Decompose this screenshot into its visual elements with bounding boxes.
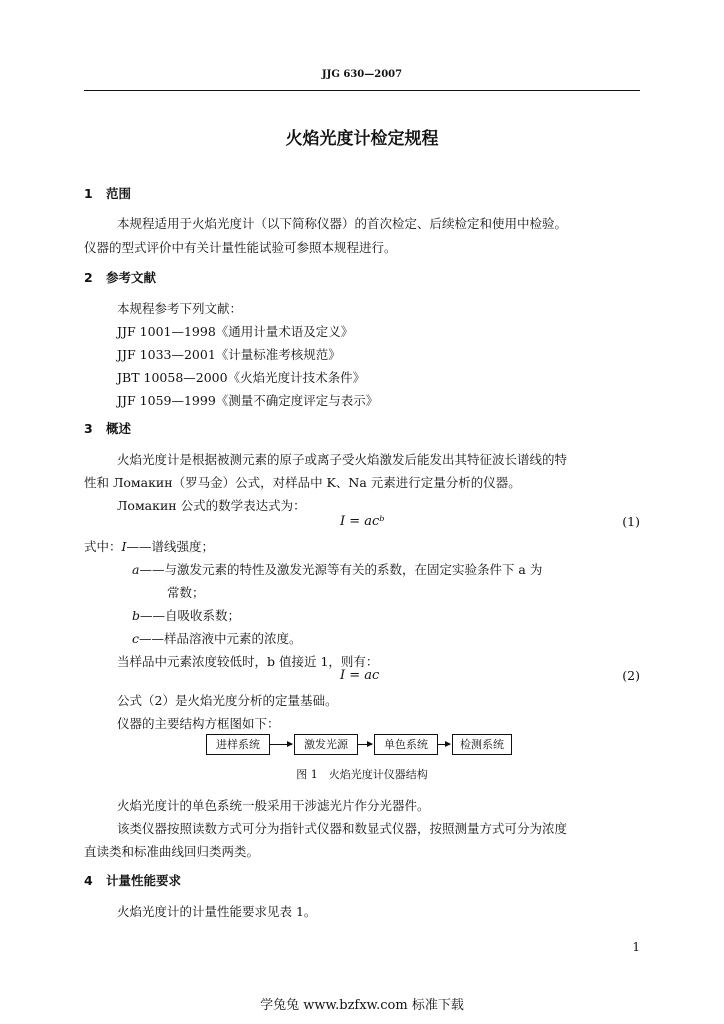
page-number: 1 [632,940,640,954]
diagram-box-excitation-source: 激发光源 [294,734,358,755]
paragraph-line: 本规程适用于火焰光度计（以下简称仪器）的首次检定、后续检定和使用中检验。 [117,216,568,231]
structure-block-diagram [206,734,512,756]
paragraph-line: 该类仪器按照读数方式可分为指针式仪器和数显式仪器，按照测量方式可分为浓度 [117,821,568,836]
paragraph-line: Ломакин 公式的数学表达式为： [117,498,306,513]
symbol: a [132,562,140,577]
equation-1: I = acᵇ [340,514,385,529]
definition-text: ——样品溶液中元素的浓度。 [139,631,302,646]
definition-line [132,629,302,647]
definition-text: 常数； [167,585,205,600]
section-number: 3 [84,421,93,436]
paragraph-line: 公式（2）是火焰光度分析的定量基础。 [117,693,338,708]
reference-item: JJF 1001—1998《通用计量术语及定义》 [117,324,354,339]
references-intro: 本规程参考下列文献： [117,301,243,316]
paragraph-line: 火焰光度计的计量性能要求见表 1。 [117,904,317,919]
section-title: 参考文献 [106,270,157,285]
paragraph-line: 性和 Ломакин（罗马金）公式，对样品中 K、Na 元素进行定量分析的仪器。 [84,475,521,490]
arrow-right-icon [438,744,450,745]
equation-1-number: (1) [622,514,640,529]
reference-item: JJF 1033—2001《计量标准考核规范》 [117,347,341,362]
figure-caption: 图 1 火焰光度计仪器结构 [296,768,428,781]
paragraph-line: 直读类和标准曲线回归类两类。 [84,844,260,859]
definition-line [167,583,205,601]
diagram-box-sample-introduction: 进样系统 [206,734,270,755]
section-number: 4 [84,873,93,888]
header-rule [84,90,640,91]
section-title: 概述 [106,421,132,436]
definition-line [84,537,214,555]
equation-2: I = ac [340,668,380,683]
section-title: 范围 [106,186,132,201]
paragraph-line: 仪器的主要结构方框图如下： [117,716,280,731]
reference-item: JJF 1059—1999《测量不确定度评定与表示》 [117,393,379,408]
section-1-heading [84,184,131,202]
diagram-box-detection-system: 检测系统 [452,734,512,755]
section-number: 2 [84,270,93,285]
arrow-right-icon [358,744,372,745]
definition-line [132,560,542,578]
section-2-heading [84,268,156,286]
paragraph-line: 仪器的型式评价中有关计量性能试验可参照本规程进行。 [84,240,397,255]
reference-item: JBT 10058—2000《火焰光度计技术条件》 [117,370,366,385]
definition-text: ——自吸收系数； [140,608,241,623]
symbol: I [121,539,127,554]
paragraph-line: 当样品中元素浓度较低时，b 值接近 1，则有： [117,654,379,669]
diagram-box-monochromator: 单色系统 [374,734,438,755]
where-prefix: 式中： [84,539,122,554]
paragraph-line: 火焰光度计是根据被测元素的原子或离子受火焰激发后能发出其特征波长谱线的特 [117,452,568,467]
footer-watermark: 学兔兔 www.bzfxw.com 标准下载 [260,998,464,1013]
arrow-right-icon [270,744,292,745]
section-3-heading [84,419,131,437]
document-title: 火焰光度计检定规程 [285,129,439,149]
definition-line [132,606,240,624]
paragraph-line: 火焰光度计的单色系统一般采用干涉滤光片作分光器件。 [117,798,430,813]
equation-2-number: (2) [622,668,640,683]
section-number: 1 [84,186,93,201]
definition-text: ——谱线强度； [126,539,214,554]
section-4-heading [84,871,181,889]
document-header-code: JJG 630—2007 [321,69,403,80]
symbol: b [132,608,141,623]
section-title: 计量性能要求 [106,873,182,888]
definition-text: ——与激发元素的特性及激发光源等有关的系数，在固定实验条件下 a 为 [139,562,543,577]
symbol: c [132,631,140,646]
